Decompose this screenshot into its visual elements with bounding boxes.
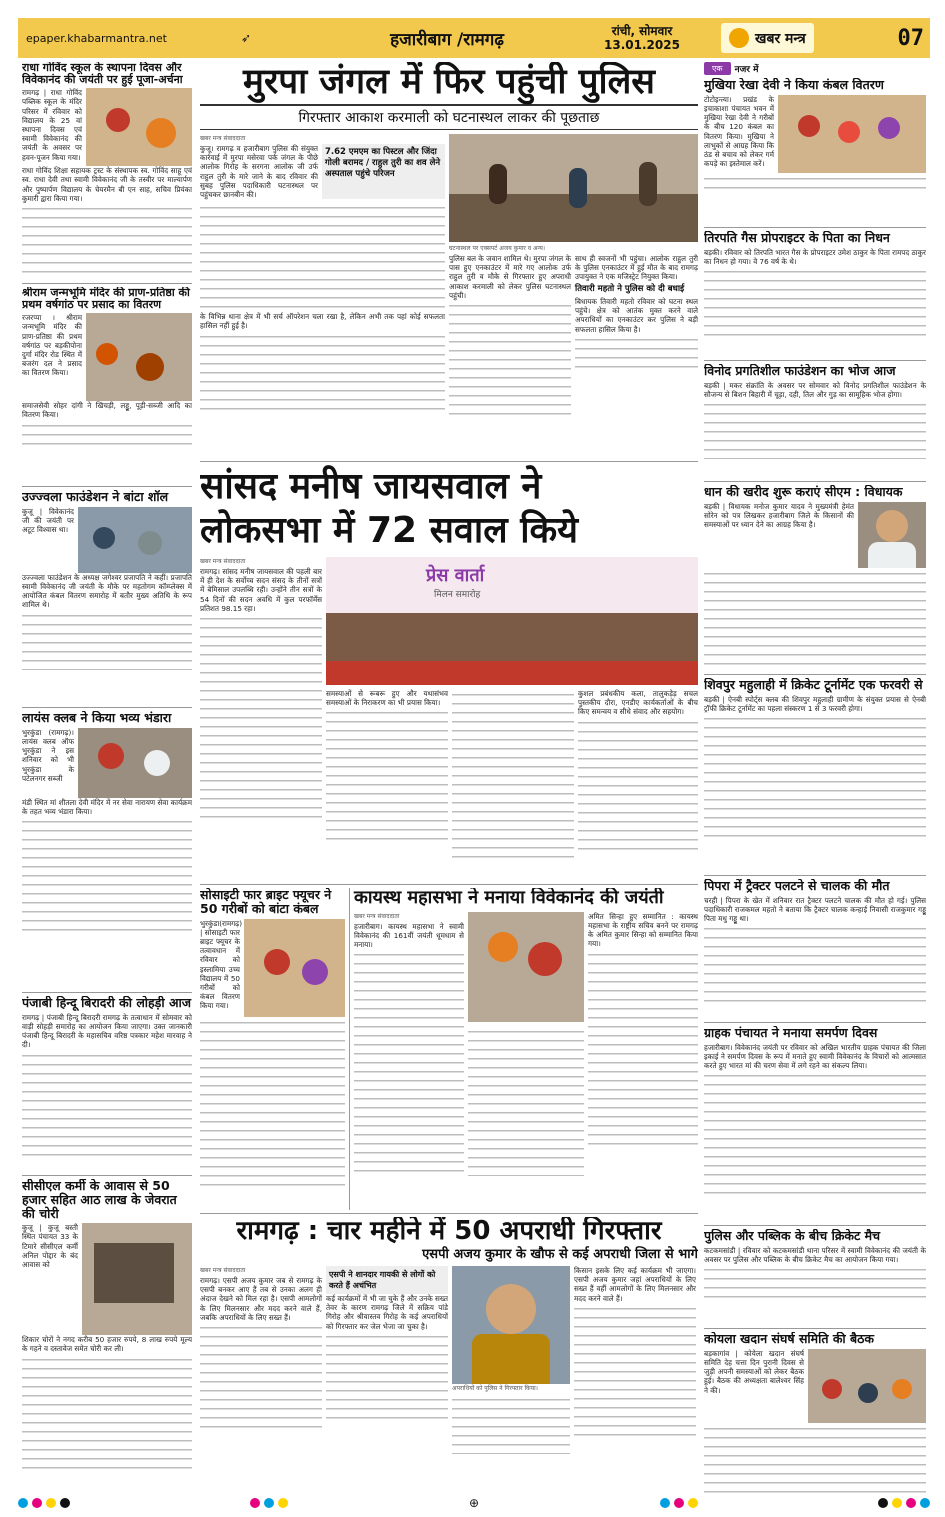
headline: ग्राहक पंचायत ने मनाया समर्पण दिवस (704, 1026, 878, 1040)
city-day: रांची, सोमवार (611, 24, 673, 38)
article-body: कुशल प्रबंधकीय कला, तालुकड़ेड़ सचल पुस्तकीय दौरा, एनडीए कार्यकर्ताओं के बीच किए समन्वय व सीधे संवाद और सहयोग। (578, 689, 698, 717)
brief-body: चरही | पिपरा के खेत में शनिवार रात ट्रैक्टर पलटने चालक की मौत हो गई। पुलिस पदाधिकारी राजकमल महतो ने बताया कि ट्रैक्टर चालक कन्हाई निवासी राजकुमार गड्डू पिता मधु गड्डू था। (704, 895, 926, 924)
headline: सांसद मनीष जायसवाल ने लोकसभा में 72 सवाल किये (200, 466, 579, 551)
brand-box (721, 23, 814, 53)
lead-story-murpa[interactable] (200, 62, 698, 462)
article-text-continued (22, 1354, 192, 1474)
photo-caption: अपराधियों को पुलिस ने गिरफ्तार किया। (452, 1384, 538, 1392)
brief-police-cricket[interactable] (704, 1229, 926, 1329)
brief-body: टोटोइन्त्या। प्रखंड के इचाकाशा पंचायत भवन में मुखिया रेखा देवी ने गरीबों के बीच 120 कंबल का वितरण किया। मुखिया ने लाभुकों से आग्रह किया कि ठंड से बचाव को लेकर गर्म कपड़े का इस्तेमाल करें। (704, 94, 774, 169)
article-text-continued (22, 420, 192, 450)
article-text-continued (468, 1026, 584, 1176)
tag-pill: एक (704, 62, 731, 75)
headline: राधा गोविंद स्कूल के स्थापना दिवस और विवेकानंद की जयंती पर हुई पूजा-अर्चना (22, 62, 183, 87)
brief-photo (778, 95, 926, 173)
article-body: रामगढ़। सांसद मनीष जायसवाल की पहली बार में ही देश के सर्वोच्च सदन संसद के तीनों सत्रों में बेमिसाल उपलब्धि रही। उन्होंने तीन सत्रों के 54 दिनों की सदन अवधि में कुल परफॉर्मेंस प्रतिशत 98.15 रहा। (200, 567, 322, 613)
article-body: रामगढ़ | पंजाबी हिन्दू बिरादरी रामगढ़ के तत्वाधान में सोमवार को वाड़ी सोहड़ी समारोह का आयोजन किया जाएगा। उक्त जानकारी पंजाबी हिन्दू बिरादरी के महासचिव वरिष्ठ पत्रकार महेश मारवाह ने दी। (22, 1012, 192, 1050)
story-ramgarh-arrests[interactable] (200, 1217, 698, 1457)
lead-text-continued (200, 202, 445, 312)
tag-label: नजर में (734, 65, 759, 75)
article-ujjwala-foundation[interactable] (22, 490, 192, 708)
lead-box-body: बिधायक तिवारी महतो रविवार को घटना स्थल पहुंचे। क्षेत्र को आतंक मुक्त करने वाले अपराधियों का एनकाउंटर कर पुलिस ने बड़ी सफलता हासिल किया है। (575, 296, 698, 334)
brief-body: बड़कागांव | कोयेला खदान संघर्ष समिति देह चत्ता दिन पुरानी दिवस से जुड़ी अपनी समस्याओं को लेकर बैठक हुई। बैठक की अध्यक्षता बालेश्वर सिंह ने की। (704, 1348, 804, 1395)
brief-body: बड़की | ऐनबी स्पोर्ट्स क्लब की शिवपुर महुलाही ग्रामीण के संयुक्त प्रयास से ऐनबी ट्रॉफी क्रिकेट टूर्नामेंट का पहला संस्करण 1 से 3 फरवरी होगा। (704, 694, 926, 713)
color-dots-left (18, 1498, 70, 1508)
article-body: किसान इसके लिए कई कार्यक्रम भी जाएगा। एसपी अजय कुमार जहां अपराधियों के लिए सख्त हैं वहीं आमलोगों के लिए मिलनसार और मदद करने वाले हैं। (574, 1265, 696, 1303)
at-a-glance-tag (704, 62, 926, 75)
lead-box-title: तिवारी महतो ने पुलिस को दी बधाई (575, 283, 685, 294)
byline: खबर मन्त्र संवाददाता (354, 912, 400, 920)
article-text-continued (200, 1017, 345, 1187)
color-dots-center-right (660, 1498, 698, 1508)
brief-text-continued (704, 1423, 926, 1493)
left-column (22, 62, 192, 1490)
headline: रामगढ़ : चार महीने में 50 अपराधी गिरफ्तार (236, 1217, 662, 1246)
article-photo (78, 728, 192, 798)
brief-text-continued (704, 1070, 926, 1200)
brief-cricket-tournament[interactable] (704, 678, 926, 876)
brand-logo-icon (729, 28, 749, 48)
article-body-2: अमित सिन्हा हुए सम्मानित : कायस्थ महासभा के राष्ट्रीय सचिव बनने पर रामगढ़ के अमित कुमार सिन्हा को सम्मानित किया गया। (588, 911, 698, 949)
section-title: हजारीबाग /रामगढ़ (390, 29, 504, 50)
highlight-box: एसपी ने शानदार गायकी से लोगों को करते हैं अचंभित (326, 1266, 448, 1294)
article-photo (244, 919, 345, 1017)
brief-gas-proprietor[interactable] (704, 231, 926, 361)
article-shriram-prasad[interactable] (22, 287, 192, 487)
headline: पिपरा में ट्रैक्टर पलटने से चालक की मौत (704, 879, 890, 893)
headline: मुखिया रेखा देवी ने किया कंबल वितरण (704, 78, 884, 92)
article-body: समाजसेवी सोहर दांगी ने खिचड़ी, लड्डू, पूड़ी-सब्जी आदि का वितरण किया। (22, 401, 192, 420)
registration-crosshair-icon: ⊕ (468, 1496, 480, 1510)
story-manish-jaiswal[interactable] (200, 465, 698, 885)
brand-name: खबर मन्त्र (755, 30, 806, 47)
headline: सीसीएल कर्मी के आवास से 50 हजार सहित आठ लाख के जेवरात की चोरी (22, 1179, 177, 1221)
brief-grahak-panchayat[interactable] (704, 1026, 926, 1226)
byline: खबर मन्त्र संवाददाता (200, 558, 246, 565)
color-dots-center-left (250, 1498, 288, 1508)
lead-photo-caption: घटनास्थल पर एक्सपर्ट अजय कुमार व अन्य। (449, 245, 546, 252)
row-society-kayastha (200, 888, 698, 1214)
cursor-icon: ➶ (241, 31, 252, 45)
print-registration-marks (18, 1496, 930, 1510)
article-body: कई कार्यक्रमों में भी जा चुके हैं और उनके सख्त तेवर के कारण रामगढ़ जिले में सक्रिय पांडे गिरोह और श्रीवास्तव गिरोह के कई अपराधियों को गिरफ्तार कर जेल भेजा जा चुका है। (326, 1293, 448, 1331)
lead-body-d: साथ ही स्वजनों भी पहुंचा। आलोक राहुल तुरी के पुलिस एनकाउंटर में हुई मौत के बाद रामगढ़ उपायुक्त ने एक मजिस्ट्रेट नियुक्त किया। (575, 254, 698, 282)
article-photo (86, 313, 192, 401)
headline: कोयला खदान संघर्ष समिति की बैठक (704, 1332, 875, 1346)
story-kayastha-mahasabha[interactable] (354, 888, 698, 1210)
brief-vinod-foundation[interactable] (704, 364, 926, 482)
article-text-continued (588, 949, 698, 1149)
article-text-continued (22, 1050, 192, 1160)
brief-text-continued (704, 1264, 926, 1304)
brief-coal-mine-committee[interactable] (704, 1332, 926, 1510)
article-text-continued (22, 816, 192, 936)
article-photo (86, 88, 192, 166)
brief-text-continued (704, 266, 926, 336)
article-text-continued (200, 1322, 322, 1432)
mla-photo (858, 502, 926, 568)
article-body: राधा गोविंद शिक्षा सहायक ट्रस्ट के संस्थापक स्व. गोविंद साहू एवं स्व. राधा देवी तथा स्वामी विवेकानंद जी के तस्वीर पर माल्यार्पण और पुष्पार्पण विद्यालय के चेयरमैन बी एन साह, सचिव प्रियंका कुमारी द्वारा किया गया। (22, 166, 192, 203)
article-body: हजारीबाग। कायस्थ महासभा ने स्वामी विवेकानंद की 161वीं जयंती धूमधाम से मनाया। (354, 921, 464, 950)
brief-body: हजारीबाग। विवेकानंद जयंती पर रविवार को अखिल भारतीय ग्राहक पंचायत की जिला इकाई ने समर्पण दिवस के रूप में मनाते हुए स्वामी विवेकानंद के विचारों को आत्मसात करते हुए भारत मां की चरण सेवा में लगे रहने का संकल्प लिया। (704, 1042, 926, 1071)
press-banner-sub: मिलन समारोह (434, 590, 481, 600)
byline: खबर मन्त्र संवाददाता (200, 1266, 246, 1274)
lead-subheadline: गिरफ्तार आकाश करमाली को घटनास्थल लाकर की पूछताछ (200, 104, 698, 130)
dateline (577, 24, 707, 52)
sp-photo (452, 1266, 570, 1384)
article-lead: कुजू | कुजू बस्ती स्थित पंचायत 33 के टिमारे सीसीएल कर्मी अनिल पोद्दार के बंद आवास को (22, 1223, 78, 1270)
article-text-continued (578, 717, 698, 857)
article-text-continued (354, 949, 464, 1179)
headline: तिरपति गैस प्रोपराइटर के पिता का निधन (704, 231, 890, 245)
headline: पंजाबी हिन्दू बिरादरी की लोहड़ी आज (22, 996, 191, 1010)
article-body: रामगढ़। एसपी अजय कुमार जब से रामगढ़ के एसपी बनकर आए हैं तब से उनका अलग ही अंदाज देखने को मिल रहा है। एसपी आमलोगों के लिए मिलनसार और मदद करने वाले हैं, जबकि अपराधियों के लिए सख्त हैं। (200, 1275, 322, 1322)
article-body: भुरकुंडा(रामगढ़) | सोसाइटी फार ब्राइट फ्यूचर के तत्वावधान में रविवार को इस्लामिया उच्च विद्यालय में 50 गरीबों को कंबल वितरण किया गया। (200, 918, 243, 1011)
color-dots-right (878, 1498, 930, 1508)
headline: विनोद प्रगतिशील फाउंडेशन का भोज आज (704, 364, 896, 378)
headline: कायस्थ महासभा ने मनाया विवेकानंद की जयंती (354, 888, 664, 908)
article-text-continued (326, 1331, 448, 1421)
lead-photo (449, 134, 698, 242)
lead-text-continued (200, 331, 445, 411)
lead-headline: मुरपा जंगल में फिर पहुंची पुलिस (243, 62, 655, 102)
article-text-continued (22, 203, 192, 273)
brief-paddy-purchase[interactable] (704, 485, 926, 675)
right-column (704, 62, 926, 1513)
article-photo (468, 912, 584, 1022)
subheadline: एसपी अजय कुमार के खौफ से कई अपराधी जिला से भागे (422, 1246, 698, 1262)
lead-body-b: के विभिन्न थाना क्षेत्र में भी सर्च ऑपरेशन चला रखा है, लेकिन अभी तक पहां कोई सफलता हासिल नहीं हुई है। (200, 312, 445, 331)
article-lead: रामगढ़ | राधा गोविंद पब्लिक स्कूल के मंदिर परिसर में रविवार को विद्यालय के 25 वां स्थापना दिवस एवं स्वामी विवेकानंद की जयंती के अवसर पर हवन-पूजन किया गया। (22, 88, 82, 162)
article-text-continued (22, 610, 192, 670)
article-text-continued (326, 707, 448, 847)
article-body: मंडी स्थित मां शीतला देवी मंदिर में नर सेवा नारायण सेवा कार्यक्रम के तहत भव्य भंडारा किया। (22, 797, 192, 816)
headline: शिवपुर महुलाही में क्रिकेट टूर्नामेंट एक फरवरी से (704, 678, 923, 692)
brief-text-continued (704, 568, 926, 668)
page-header (18, 18, 930, 58)
headline: श्रीराम जन्मभूमि मंदिर की प्राण-प्रतिष्ठा की प्रथम वर्षगांठ पर प्रसाद का वितरण (22, 287, 190, 312)
article-text-continued (200, 613, 322, 823)
middle-column (200, 62, 698, 1460)
headline: धान की खरीद शुरू कराएं सीएम : विधायक (704, 485, 903, 499)
brief-tractor-accident[interactable] (704, 879, 926, 1023)
lead-body-a: कुजू। रामगढ़ व हजारीबाग पुलिस की संयुक्त कार्रवाई में मुरपा मसेरवा पर्क जंगल के पीछे आलोक गिरोह के सरगना आलोक जी उर्फ राहुल तुरी के मारे जाने के बाद रविवार की सुबह पुलिस पदाधिकारी घटनास्थल पर पहुंचकर छानबीन की। (200, 144, 318, 200)
article-text-continued (452, 689, 574, 859)
headline: उज्ज्वला फाउंडेशन ने बांटा शॉल (22, 490, 169, 504)
brief-text-continued (704, 399, 926, 459)
brief-body: बड़की | मकर संक्रांति के अवसर पर सोमवार को विनोद प्रगतिशील फाउंडेशन के सौजन्य से बिशन बिहारी में चूड़ा, दही, तिल और गुड़ का सामूहिक भोज होगा। (704, 380, 926, 399)
article-lead: रजरप्पा । श्रीराम जन्मभूमि मंदिर की प्राण-प्रतिष्ठा की प्रथम वर्षगांठ पर बड़कीपोना दुर्गा मंदिर रोड स्थित में बजरंग दल ने प्रसाद का वितरण किया। (22, 313, 82, 378)
article-punjabi-lohri[interactable] (22, 996, 192, 1176)
article-body: उज्ज्वला फाउंडेशन के अध्यक्ष जगेश्वर प्रजापति ने कहीं। प्रजापति स्वामी विवेकानंद जी जयंती के मौके पर महतोगम कॉम्प्लेक्स में आयोजित कंबल वितरण समारोह में बतौर मुख्य अतिथि के रूप शामिल थे। (22, 572, 192, 610)
lead-body-c: पुलिस बल के जवान शामिल थे। मुरपा जंगल के पास हुए एनकाउंटर में मारे गए आलोक उर्फ राहुल तुरी व मौके से गिरफ्तार हुए अपराधी आकाश करमाली को लेकर पुलिस घटनास्थल पहुंची। (449, 254, 571, 300)
lead-highlights: 7.62 एमएम का पिस्टल और जिंदा गोली बरामद / राहुल तुरी का शव लेने अस्पताल पहुंचे परिजन (322, 144, 445, 199)
lead-text-continued (449, 300, 571, 420)
article-ccl-theft[interactable] (22, 1179, 192, 1487)
brief-text-continued (704, 923, 926, 1003)
article-photo (78, 507, 192, 573)
headline: लायंस क्लब ने किया भव्य भंडारा (22, 711, 172, 725)
brief-body: बड़की | विधायक मनोज कुमार यादव ने मुख्यमंत्री हेमंत सोरेन को पत्र लिखकर हजारीबाग जिले के किसानों की समस्याओं पर ध्यान देने का आग्रह किया है। (704, 501, 854, 530)
article-lions-club[interactable] (22, 711, 192, 993)
brief-body: कटकमसांडी | रविवार को कटकमसांडी थाना परिसर में स्वामी विवेकानंद की जयंती के अवसर पर पुलिस और पब्लिक के बीच क्रिकेट मैच का आयोजन किया गया। (704, 1245, 926, 1264)
article-photo (82, 1223, 192, 1335)
article-text-continued (452, 1394, 570, 1454)
brief-text-continued (704, 713, 926, 843)
press-conference-photo (326, 557, 698, 685)
brief-photo (808, 1349, 926, 1423)
brief-text-continued (704, 173, 926, 193)
headline: पुलिस और पब्लिक के बीच क्रिकेट मैच (704, 1229, 881, 1243)
article-radha-govind[interactable] (22, 62, 192, 284)
brief-mukhiya-blanket[interactable] (704, 78, 926, 228)
article-lead: भुरकुंडा (रामगढ़)। लायंस क्लब ऑफ भुरकुंडा ने इस शनिवार को भी भुरकुंडा के पटेलनगर सब्जी (22, 727, 74, 783)
article-body: शिकार चोरों ने नगद करीब 50 हजार रुपये, 8 लाख रुपये मूल्य के गहने व दस्तावेज समेत चोरी कर ली। (22, 1335, 192, 1354)
story-society-bright-future[interactable] (200, 888, 350, 1210)
article-text-continued (574, 1303, 696, 1443)
page-number: 07 (897, 25, 924, 51)
headline: सोसाइटी फार ब्राइट फ्यूचर ने 50 गरीबों को बांटा कंबल (200, 888, 332, 916)
site-url[interactable]: epaper.khabarmantra.net (26, 31, 167, 45)
issue-date: 13.01.2025 (604, 38, 680, 52)
press-banner-text: प्रेस वार्ता (426, 565, 485, 586)
byline: खबर मन्त्र संवाददाता (200, 135, 246, 142)
article-body: समस्याओं से रूबरू हुए और यथासंभव समस्याओं के निराकरण का भी प्रयास किया। (326, 689, 448, 708)
lead-text-continued (575, 334, 698, 374)
article-lead: कुजू | विवेकानंद जी की जयंती पर अटूट विश्वास था। (22, 506, 74, 535)
brief-body: बड़की। रविवार को तिरपति भारत गैस के प्रोपराइटर उमेश ठाकुर के पिता रामपद ठाकुर का निधन हो गया। वे 76 वर्ष के थे। (704, 247, 926, 266)
